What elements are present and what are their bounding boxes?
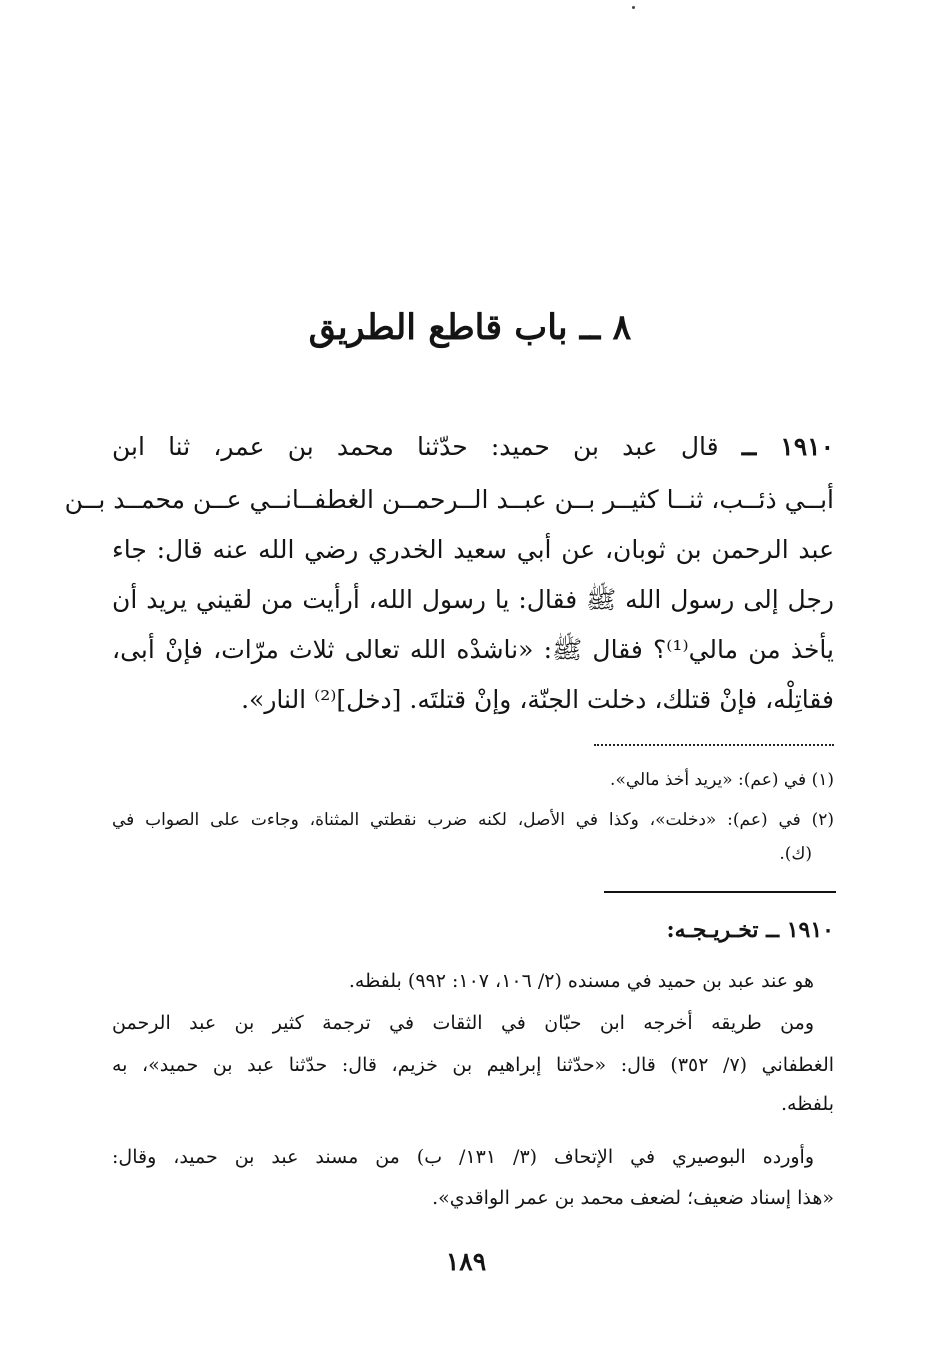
takhrij-line-2: ومن طريقه أخرجه ابن حبّان في الثقات في ترجمة كثير بن عبد الرحمن <box>112 1012 814 1034</box>
hadith-line-3: عبد الرحمن بن ثوبان، عن أبي سعيد الخدري رضي الله عنه قال: جاء <box>112 535 834 564</box>
footnote-2-marker: (٢) <box>811 810 835 830</box>
chapter-title: ٨ ــ باب قاطع الطريق <box>308 307 632 348</box>
page-number: ١٨٩ <box>445 1247 487 1276</box>
footnote-2-text: في (عم): «دخلت»، وكذا في الأصل، لكنه ضرب نقطتي المثناة، وجاءت على الصواب في <box>112 810 801 830</box>
hadith-line-1 <box>112 427 834 467</box>
footnote-1-marker: (١) <box>811 770 834 790</box>
hadith-line-2: أبــي ذئــب، ثنــا كثيــر بــن عبــد الــرحمــن الغطفــانــي عــن محمــد بــن <box>64 485 834 514</box>
footnote-1-text: في (عم): «يريد أخذ مالي». <box>610 770 807 790</box>
footnote-2 <box>112 806 834 834</box>
scan-speck <box>632 6 635 9</box>
takhrij-heading: ١٩١٠ ــ تخـريـجـه: <box>666 917 834 943</box>
takhrij-line-6: «هذا إسناد ضعيف؛ لضعف محمد بن عمر الواقدي». <box>432 1187 834 1209</box>
hadith-number: ١٩١٠ ــ <box>741 432 834 461</box>
footnote-separator-dots <box>594 736 834 746</box>
hadith-line-5: يأخذ من مالي⁽¹⁾؟ فقال ﷺ: «ناشدْه الله تعالى ثلاث مرّات، فإنْ أبى، <box>112 635 834 664</box>
takhrij-line-5: وأورده البوصيري في الإتحاف (٣/ ١٣١/ ب) من مسند عبد بن حميد، وقال: <box>112 1146 814 1168</box>
hadith-text-1: قال عبد بن حميد: حدّثنا محمد بن عمر، ثنا ابن <box>112 432 719 461</box>
takhrij-line-4: بلفظه. <box>780 1093 834 1115</box>
takhrij-separator-rule <box>604 891 836 893</box>
takhrij-line-3: الغطفاني (٧/ ٣٥٢) قال: «حدّثنا إبراهيم بن خزيم، قال: حدّثنا عبد بن حميد»، به <box>112 1054 835 1076</box>
takhrij-line-1: هو عند عبد بن حميد في مسنده (٢/ ١٠٦، ١٠٧: ٩٩٢) بلفظه. <box>348 970 814 992</box>
hadith-line-4: رجل إلى رسول الله ﷺ فقال: يا رسول الله، أرأيت من لقيني يريد أن <box>112 585 834 614</box>
footnote-2-continuation: (ك). <box>779 844 812 864</box>
footnote-1 <box>112 766 834 794</box>
hadith-line-6: فقاتِلْه، فإنْ قتلك، دخلت الجنّة، وإنْ قتلتَه. [دخل]⁽²⁾ النار». <box>241 685 834 714</box>
